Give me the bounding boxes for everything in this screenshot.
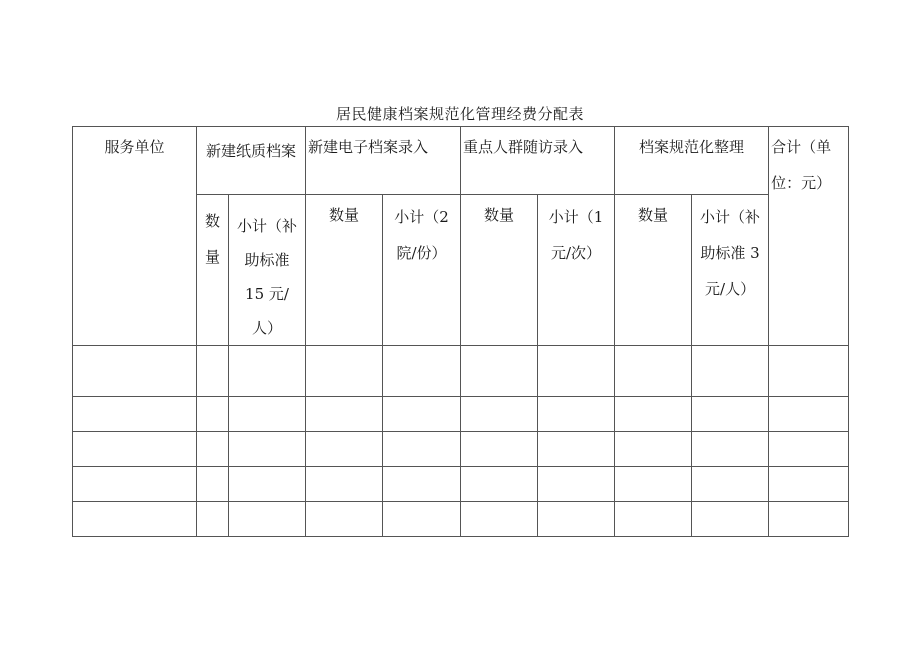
table-cell[interactable]	[229, 432, 306, 467]
table-cell[interactable]	[615, 346, 692, 397]
header-followup: 重点人群随访录入	[461, 127, 615, 195]
subheader-followup-qty: 数量	[461, 195, 538, 346]
allocation-table	[72, 126, 849, 537]
table-row	[73, 432, 849, 467]
table-cell[interactable]	[461, 397, 538, 432]
subheader-sort-qty: 数量	[615, 195, 692, 346]
table-cell[interactable]	[769, 397, 849, 432]
table-cell[interactable]	[615, 397, 692, 432]
table-cell[interactable]	[538, 397, 615, 432]
table-row	[73, 346, 849, 397]
table-cell[interactable]	[73, 467, 197, 502]
table-cell[interactable]	[461, 346, 538, 397]
table-cell[interactable]	[538, 467, 615, 502]
table-cell[interactable]	[692, 502, 769, 537]
header-paper-archive: 新建纸质档案	[197, 127, 306, 195]
table-cell[interactable]	[769, 502, 849, 537]
table-cell[interactable]	[229, 397, 306, 432]
subheader-paper-subtotal: 小计（补助标准 15 元/人）	[229, 195, 306, 346]
table-cell[interactable]	[692, 397, 769, 432]
table-cell[interactable]	[306, 397, 383, 432]
table-cell[interactable]	[769, 432, 849, 467]
table-cell[interactable]	[692, 467, 769, 502]
table-cell[interactable]	[229, 346, 306, 397]
table-cell[interactable]	[197, 502, 229, 537]
table-cell[interactable]	[615, 502, 692, 537]
table-cell[interactable]	[197, 346, 229, 397]
table-cell[interactable]	[306, 346, 383, 397]
table-cell[interactable]	[383, 346, 461, 397]
table-cell[interactable]	[383, 397, 461, 432]
table-cell[interactable]	[461, 467, 538, 502]
subheader-sort-subtotal: 小计（补助标准 3 元/人）	[692, 195, 769, 346]
table-cell[interactable]	[383, 432, 461, 467]
header-archive-sort: 档案规范化整理	[615, 127, 769, 195]
table-cell[interactable]	[306, 467, 383, 502]
table-cell[interactable]	[538, 502, 615, 537]
table-cell[interactable]	[197, 432, 229, 467]
table-cell[interactable]	[769, 467, 849, 502]
table-cell[interactable]	[383, 502, 461, 537]
table-cell[interactable]	[229, 502, 306, 537]
table-row	[73, 502, 849, 537]
subheader-e-subtotal: 小计（2 院/份）	[383, 195, 461, 346]
table-cell[interactable]	[229, 467, 306, 502]
table-cell[interactable]	[538, 346, 615, 397]
subheader-followup-subtotal: 小计（1 元/次）	[538, 195, 615, 346]
table-cell[interactable]	[383, 467, 461, 502]
table-row	[73, 467, 849, 502]
page-title: 居民健康档案规范化管理经费分配表	[335, 105, 584, 123]
table-cell[interactable]	[73, 432, 197, 467]
subheader-paper-qty: 数量	[197, 195, 229, 346]
table-cell[interactable]	[73, 346, 197, 397]
table-cell[interactable]	[692, 432, 769, 467]
table-cell[interactable]	[461, 502, 538, 537]
table-cell[interactable]	[769, 346, 849, 397]
header-total: 合计（单位：元）	[769, 127, 849, 346]
table-cell[interactable]	[461, 432, 538, 467]
header-service-unit: 服务单位	[73, 127, 197, 346]
table-cell[interactable]	[615, 432, 692, 467]
table-cell[interactable]	[73, 502, 197, 537]
table-cell[interactable]	[73, 397, 197, 432]
table-cell[interactable]	[197, 397, 229, 432]
table-cell[interactable]	[197, 467, 229, 502]
table-cell[interactable]	[615, 467, 692, 502]
table-row	[73, 397, 849, 432]
table-cell[interactable]	[692, 346, 769, 397]
table-cell[interactable]	[306, 432, 383, 467]
subheader-e-qty: 数量	[306, 195, 383, 346]
table-cell[interactable]	[538, 432, 615, 467]
header-e-archive: 新建电子档案录入	[306, 127, 461, 195]
table-cell[interactable]	[306, 502, 383, 537]
